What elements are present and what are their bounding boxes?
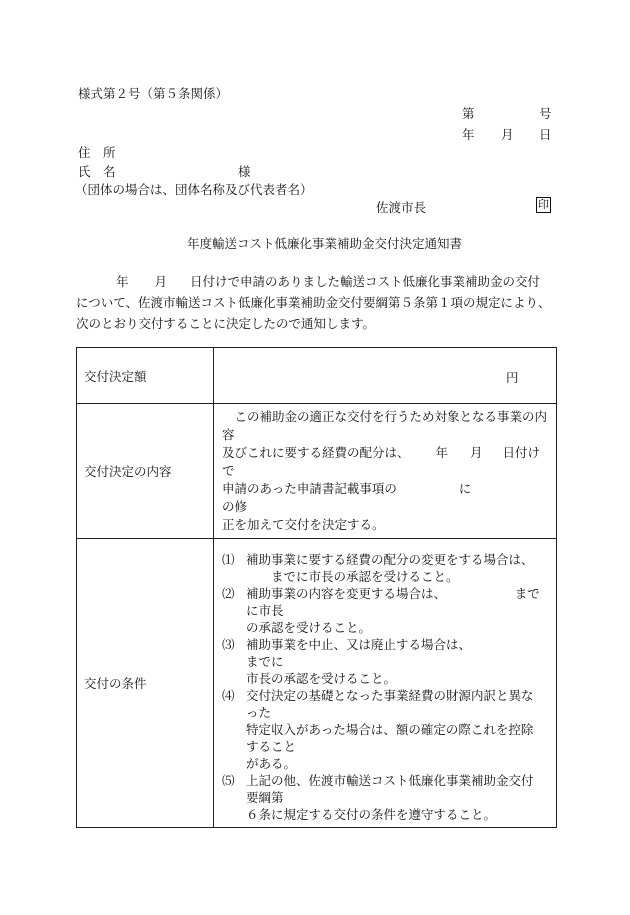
condition-text bbox=[246, 636, 548, 687]
condition-item bbox=[222, 687, 548, 772]
conditions-list bbox=[222, 543, 548, 823]
date-day-label: 日 bbox=[539, 127, 552, 142]
body-line-3: 次のとおり交付することに決定したので通知します。 bbox=[76, 316, 376, 331]
seal-mark: 印 bbox=[538, 198, 549, 211]
date-month-label: 月 bbox=[501, 127, 514, 142]
condition-line: がある。 bbox=[246, 756, 297, 771]
content-month: 月 bbox=[470, 445, 483, 460]
condition-item bbox=[222, 772, 548, 823]
date-year-label: 年 bbox=[462, 127, 475, 142]
condition-line: 補助事業の内容を変更する場合は、 までに市長 bbox=[246, 586, 540, 618]
condition-number: ⑵ bbox=[222, 586, 235, 601]
issuer-name: 佐渡市長 bbox=[376, 200, 427, 215]
label-conditions: 交付の条件 bbox=[77, 539, 214, 828]
body-line-1-rest: 日付けで申請のありました輸送コスト低廉化事業補助金の交付 bbox=[190, 274, 541, 289]
content-line-3c: の修 bbox=[222, 499, 248, 514]
content-line-3a: 申請のあった申請書記載事項の bbox=[222, 481, 397, 496]
body-year: 年 bbox=[116, 274, 129, 289]
condition-item bbox=[222, 636, 548, 687]
condition-line: 特定収入があった場合は、額の確定の際これを控除すること bbox=[246, 722, 534, 754]
doc-number-prefix: 第 bbox=[462, 106, 475, 121]
content-line-2d: 日付けで bbox=[222, 445, 541, 478]
row-conditions bbox=[77, 539, 557, 828]
condition-text bbox=[246, 687, 548, 772]
content-line-3 bbox=[222, 480, 548, 516]
condition-line: 上記の他、佐渡市輸送コスト低廉化事業補助金交付要綱第 bbox=[246, 773, 534, 805]
condition-number: ⑷ bbox=[222, 688, 235, 703]
content-line-2a: 及びこれに要する経費の配分は、 bbox=[222, 445, 410, 460]
decision-table bbox=[76, 347, 557, 828]
yen-unit: 円 bbox=[506, 370, 519, 385]
content-line-1: この補助金の適正な交付を行うため対象となる事業の内容 bbox=[222, 409, 548, 442]
name-label: 氏 名 bbox=[78, 164, 116, 179]
decision-content-text bbox=[214, 404, 557, 539]
row-decision-amount bbox=[77, 348, 557, 404]
condition-number: ⑸ bbox=[222, 773, 235, 788]
doc-number-suffix: 号 bbox=[539, 106, 552, 121]
row-decision-content bbox=[77, 404, 557, 539]
body-month: 月 bbox=[154, 274, 168, 289]
condition-text bbox=[246, 551, 548, 585]
condition-number: ⑶ bbox=[222, 637, 235, 652]
body-line-2: について、佐渡市輸送コスト低廉化事業補助金交付要綱第５条第１項の規定により、 bbox=[76, 295, 551, 310]
organization-note: （団体の場合は、団体名称及び代表者名） bbox=[75, 182, 313, 197]
condition-text bbox=[246, 585, 548, 636]
content-line-4: 正を加えて交付を決定する。 bbox=[222, 517, 385, 532]
notice-body bbox=[76, 271, 556, 334]
label-decision-amount: 交付決定額 bbox=[77, 348, 214, 404]
condition-line: 補助事業に要する経費の配分の変更をする場合は、 bbox=[246, 552, 534, 567]
label-decision-content: 交付決定の内容 bbox=[77, 404, 214, 539]
address-label: 住 所 bbox=[78, 145, 116, 160]
condition-line: 補助事業を中止、又は廃止する場合は、 までに bbox=[246, 637, 540, 669]
content-year: 年 bbox=[435, 445, 449, 460]
body-line-1 bbox=[76, 271, 556, 292]
condition-line: 交付決定の基礎となった事業経費の財源内訳と異なった bbox=[246, 688, 534, 720]
condition-number: ⑴ bbox=[222, 552, 235, 567]
condition-text bbox=[246, 772, 548, 823]
conditions-cell bbox=[214, 539, 557, 828]
condition-line: の承認を受けること。 bbox=[246, 620, 372, 635]
condition-line: ６条に規定する交付の条件を遵守すること。 bbox=[246, 807, 497, 822]
condition-line: までに市長の承認を受けること。 bbox=[246, 569, 459, 584]
form-number: 様式第２号（第５条関係） bbox=[78, 86, 229, 101]
amount-cell bbox=[214, 348, 557, 404]
honorific: 様 bbox=[238, 164, 251, 179]
condition-item bbox=[222, 551, 548, 585]
document-title: 年度輸送コスト低廉化事業補助金交付決定通知書 bbox=[187, 236, 463, 251]
condition-item bbox=[222, 585, 548, 636]
content-line-2 bbox=[222, 444, 548, 480]
condition-line: 市長の承認を受けること。 bbox=[246, 671, 397, 686]
content-ni: に bbox=[458, 481, 472, 496]
